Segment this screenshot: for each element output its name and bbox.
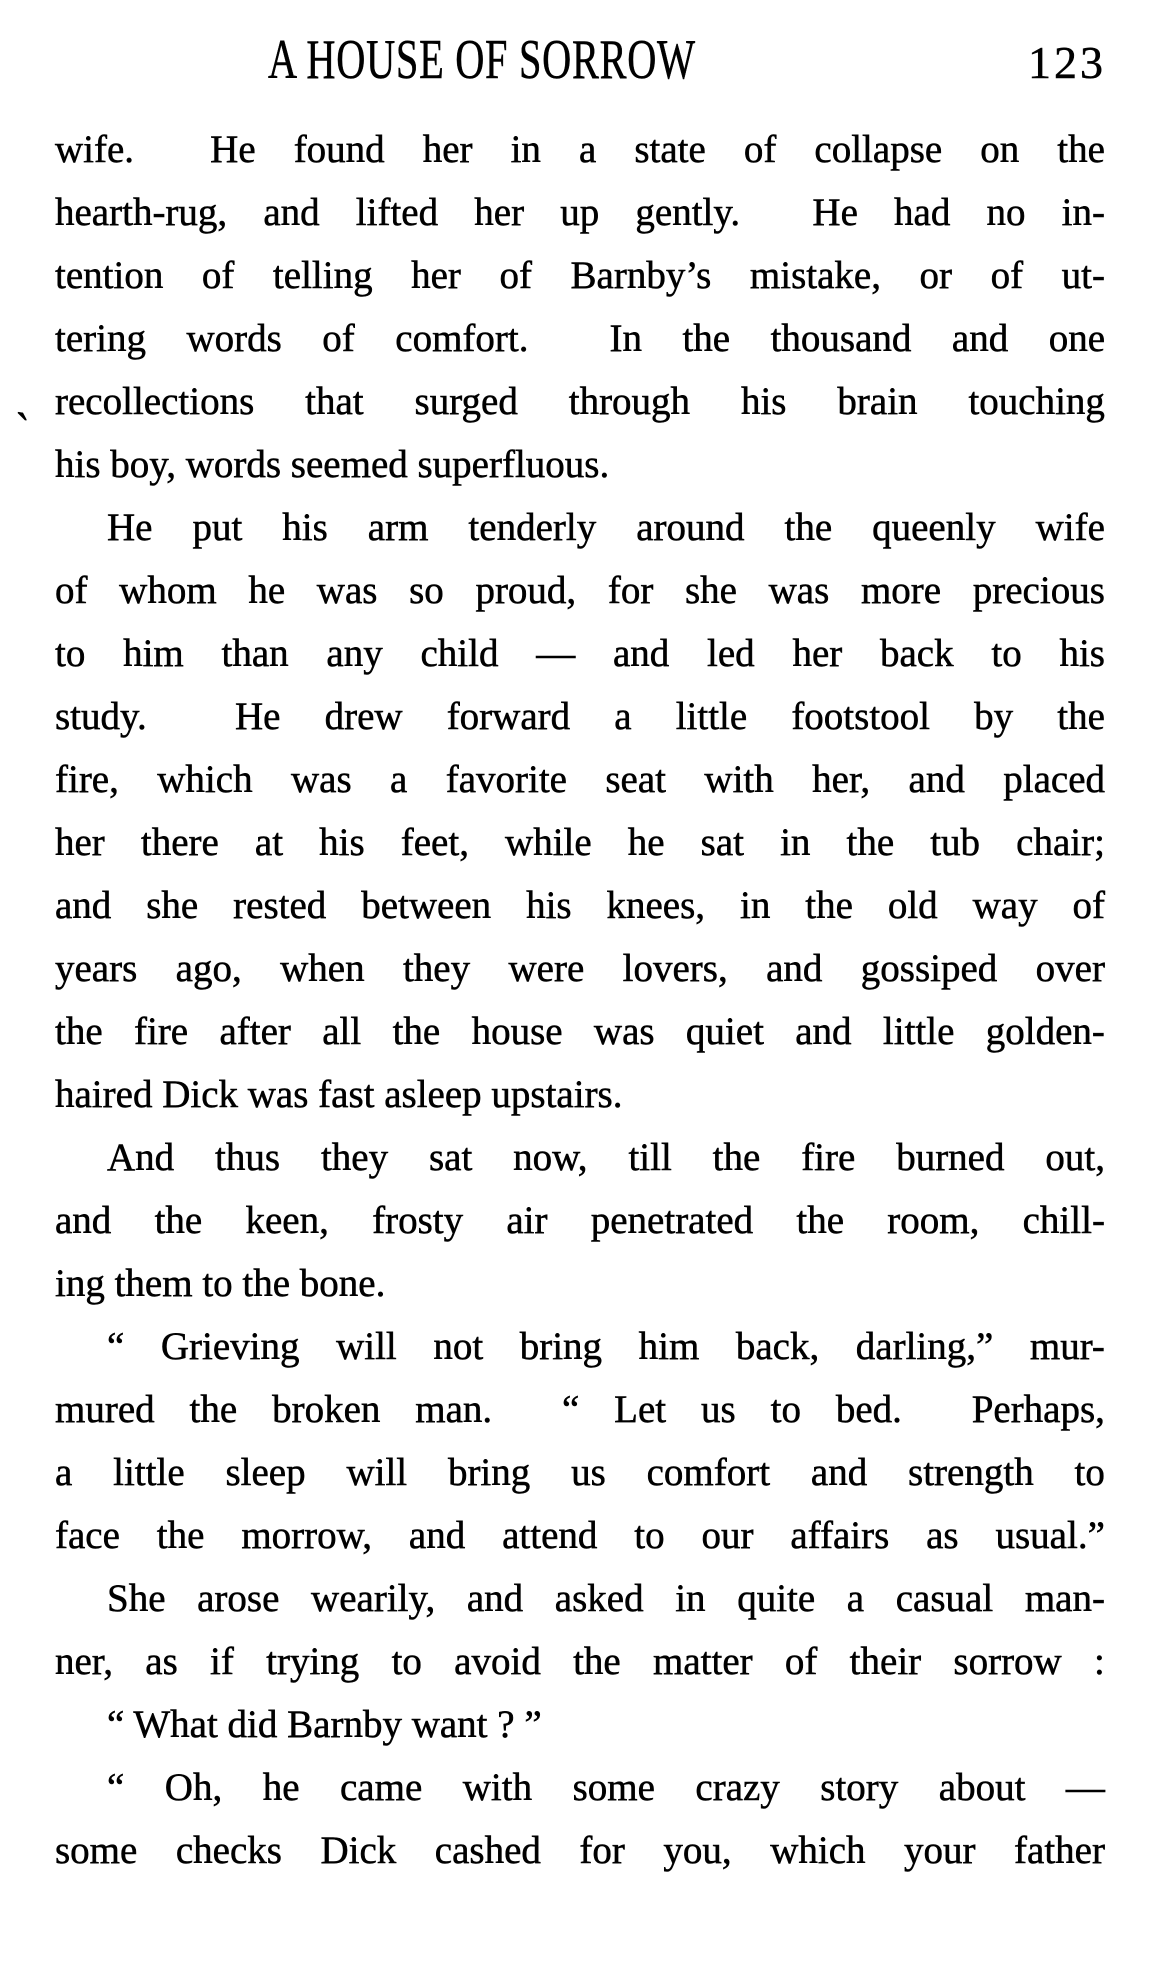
text-line: to him than any child — and led her back to his [55, 632, 1105, 675]
text-line: of whom he was so proud, for she was more precious [55, 569, 1105, 612]
text-line: mured the broken man. “ Let us to bed. Perhaps, [55, 1388, 1105, 1431]
text-line: study. He drew forward a little footstool by the [55, 695, 1105, 738]
text-line: tention of telling her of Barnby’s mistake, or of ut- [55, 254, 1105, 297]
text-line: “ What did Barnby want ? ” [107, 1703, 542, 1746]
text-line: wife. He found her in a state of collapse on the [55, 128, 1105, 171]
text-line: ing them to the bone. [55, 1262, 386, 1305]
ink-mark: ˎ [14, 368, 37, 421]
page-number: 123 [1028, 37, 1106, 88]
text-line: And thus they sat now, till the fire burned out, [107, 1136, 1105, 1179]
text-line: and the keen, frosty air penetrated the room, chill- [55, 1199, 1105, 1242]
text-line: face the morrow, and attend to our affairs as usual.” [55, 1514, 1105, 1557]
text-line: ner, as if trying to avoid the matter of their sorrow : [55, 1640, 1105, 1683]
text-line: years ago, when they were lovers, and gossiped over [55, 947, 1105, 990]
body-text [55, 118, 1105, 1882]
text-line: He put his arm tenderly around the queenly wife [107, 506, 1105, 549]
text-line: a little sleep will bring us comfort and strength to [55, 1451, 1105, 1494]
text-line: hearth-rug, and lifted her up gently. He had no in- [55, 191, 1105, 234]
text-line: her there at his feet, while he sat in the tub chair; [55, 821, 1105, 864]
text-line: “ Oh, he came with some crazy story about — [107, 1766, 1105, 1809]
text-line: tering words of comfort. In the thousand and one [55, 317, 1105, 360]
running-head-title: A HOUSE OF SORROW [268, 29, 696, 91]
text-line: recollections that surged through his brain touching [55, 380, 1105, 423]
text-line: fire, which was a favorite seat with her, and placed [55, 758, 1105, 801]
text-line: “ Grieving will not bring him back, darling,” mur- [107, 1325, 1105, 1368]
text-line: some checks Dick cashed for you, which your father [55, 1829, 1105, 1872]
text-line: haired Dick was fast asleep upstairs. [55, 1073, 623, 1116]
text-line: She arose wearily, and asked in quite a casual man- [107, 1577, 1105, 1620]
text-line: his boy, words seemed superfluous. [55, 443, 610, 486]
text-line: and she rested between his knees, in the old way of [55, 884, 1105, 927]
text-line: the fire after all the house was quiet and little golden- [55, 1010, 1105, 1053]
